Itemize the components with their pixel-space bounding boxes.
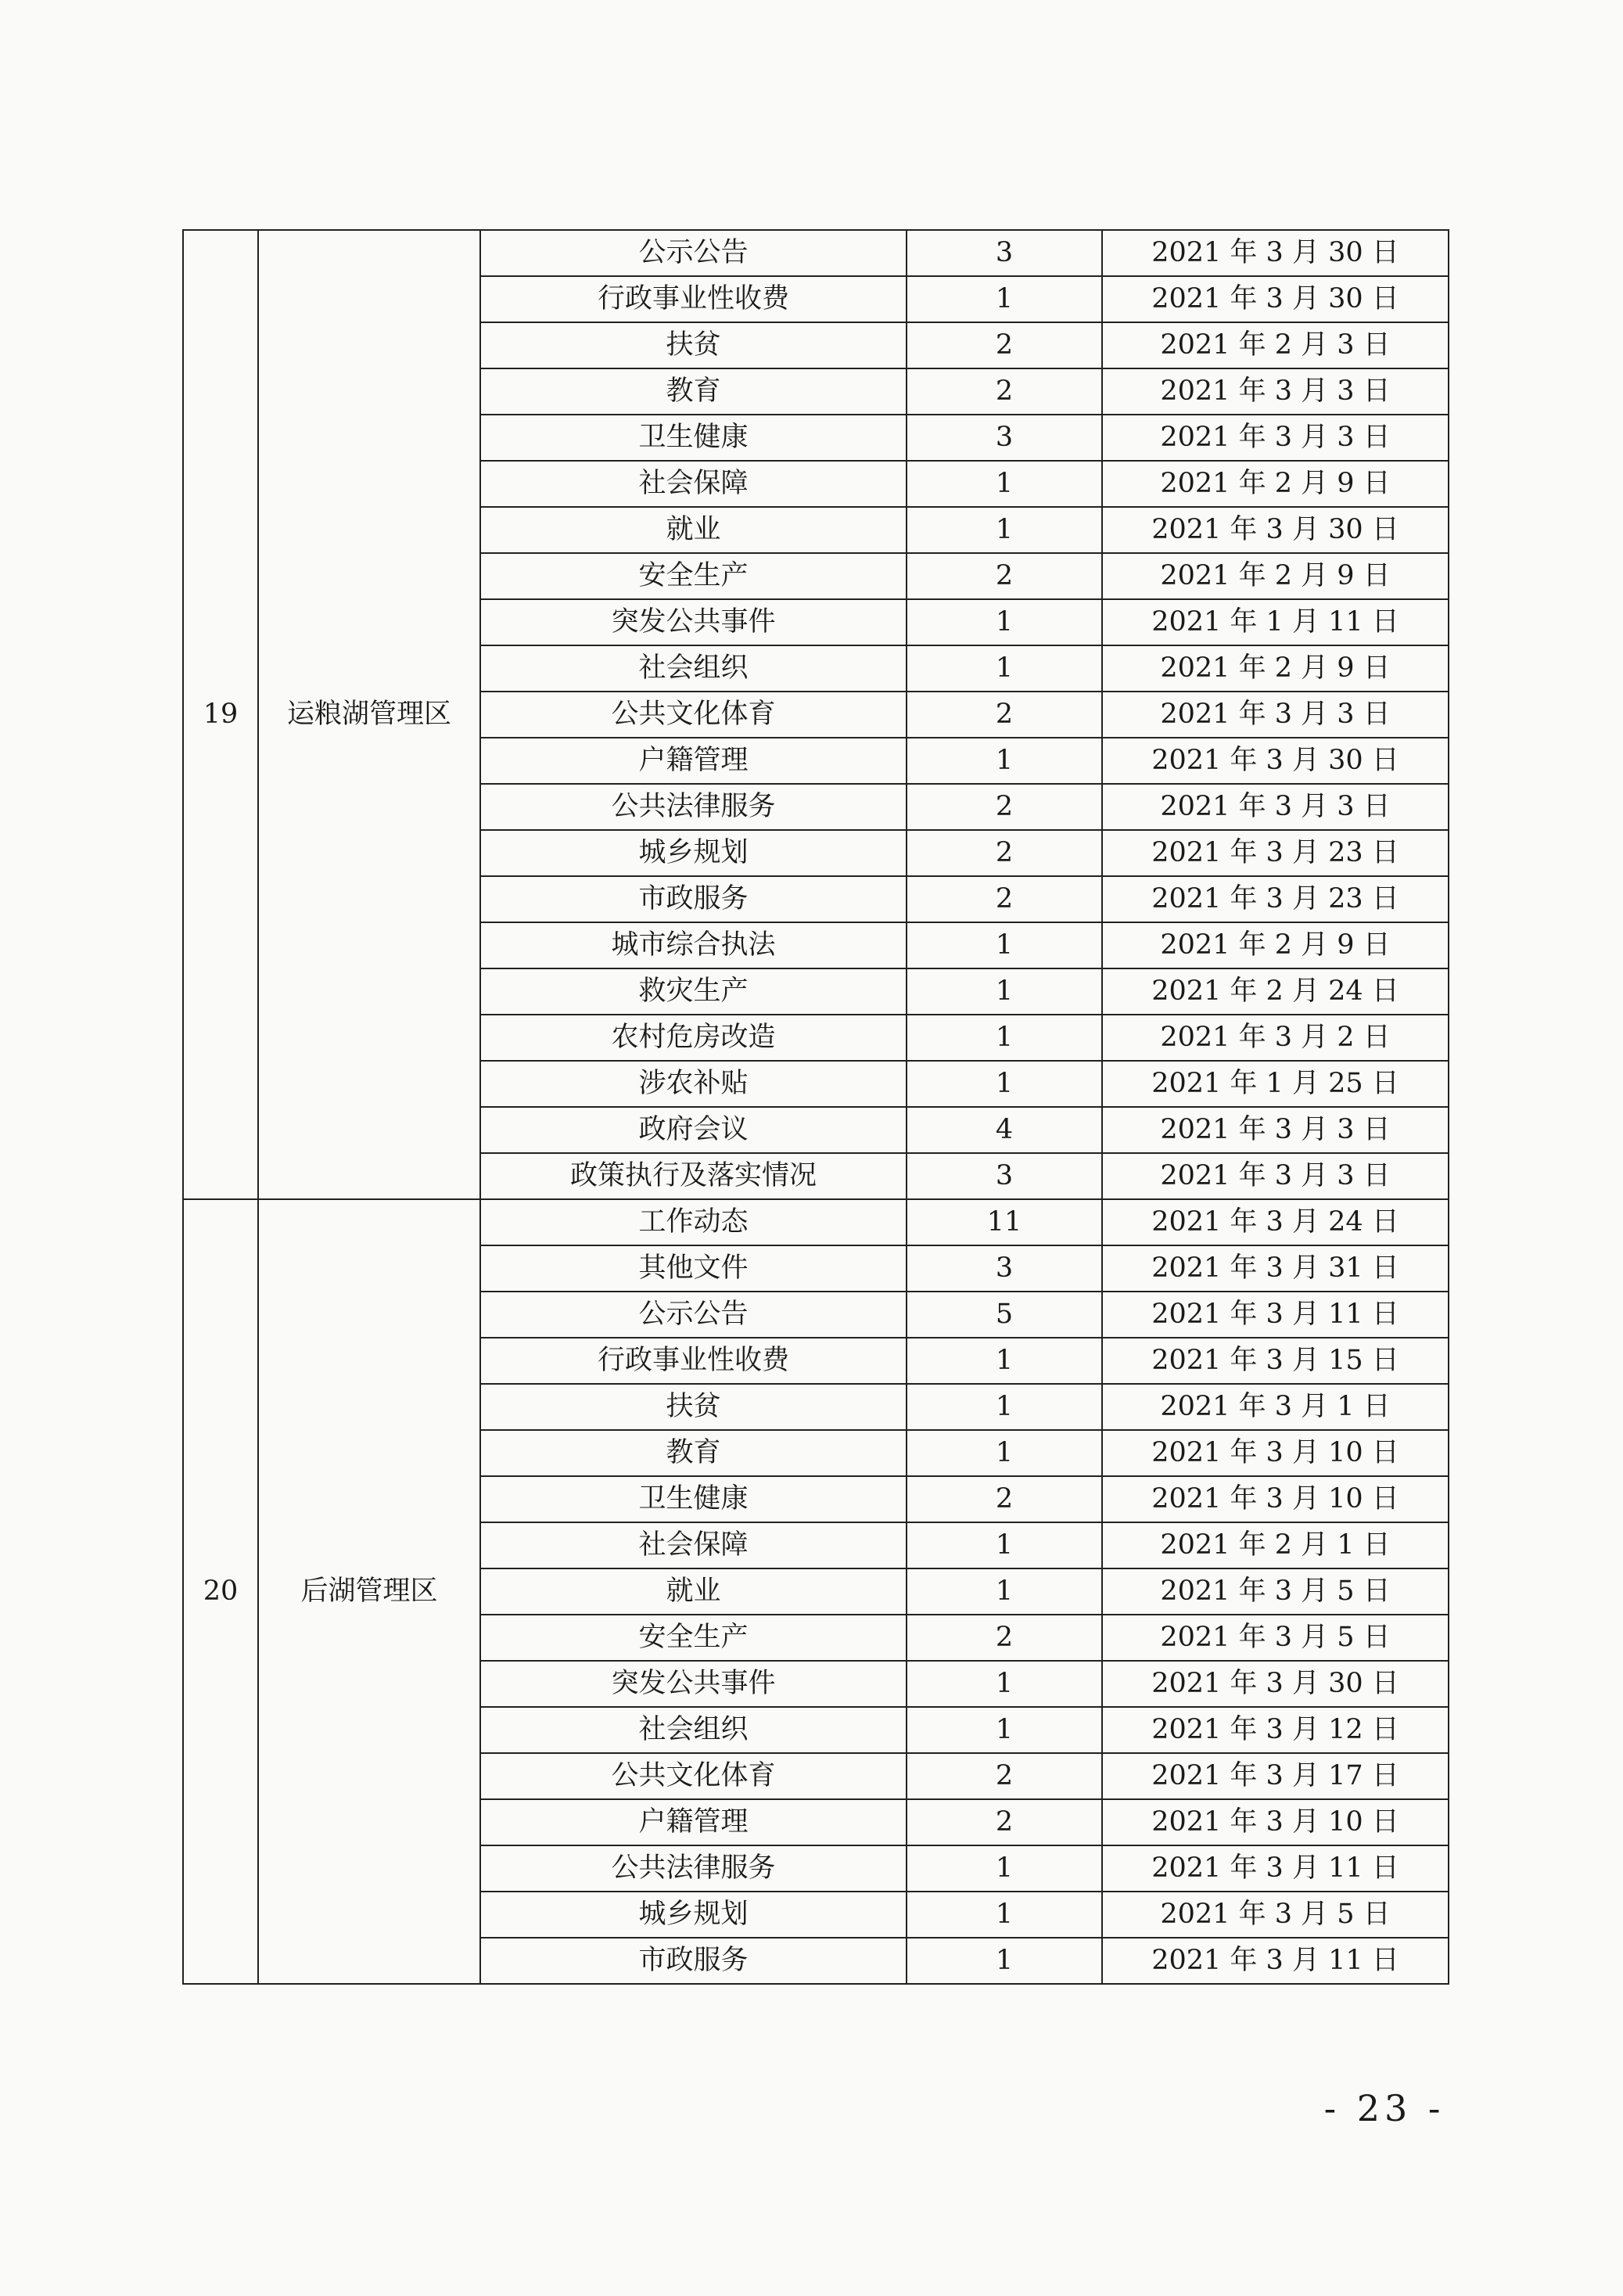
- date-cell: 2021 年 3 月 23 日: [1102, 830, 1449, 876]
- date-cell: 2021 年 3 月 10 日: [1102, 1799, 1449, 1845]
- count-cell: 1: [907, 1338, 1102, 1384]
- count-cell: 1: [907, 507, 1102, 553]
- table-row: [183, 1199, 1449, 1245]
- date-cell: 2021 年 1 月 11 日: [1102, 599, 1449, 645]
- category-cell: 公共法律服务: [480, 1845, 907, 1892]
- date-cell: 2021 年 3 月 3 日: [1102, 368, 1449, 415]
- table-row: [183, 230, 1449, 276]
- count-cell: 1: [907, 645, 1102, 692]
- count-cell: 2: [907, 1799, 1102, 1845]
- date-cell: 2021 年 2 月 9 日: [1102, 645, 1449, 692]
- count-cell: 2: [907, 784, 1102, 830]
- count-cell: 2: [907, 1615, 1102, 1661]
- category-cell: 公共法律服务: [480, 784, 907, 830]
- category-cell: 公共文化体育: [480, 1753, 907, 1799]
- disclosure-table: [182, 229, 1449, 1985]
- date-cell: 2021 年 3 月 24 日: [1102, 1199, 1449, 1245]
- count-cell: 4: [907, 1107, 1102, 1153]
- count-cell: 2: [907, 876, 1102, 922]
- date-cell: 2021 年 3 月 30 日: [1102, 738, 1449, 784]
- count-cell: 2: [907, 830, 1102, 876]
- count-cell: 2: [907, 1753, 1102, 1799]
- date-cell: 2021 年 3 月 11 日: [1102, 1938, 1449, 1984]
- count-cell: 3: [907, 415, 1102, 461]
- count-cell: 1: [907, 1892, 1102, 1938]
- category-cell: 救灾生产: [480, 968, 907, 1015]
- category-cell: 突发公共事件: [480, 599, 907, 645]
- date-cell: 2021 年 3 月 12 日: [1102, 1707, 1449, 1753]
- category-cell: 社会保障: [480, 1522, 907, 1568]
- count-cell: 2: [907, 1476, 1102, 1522]
- count-cell: 2: [907, 322, 1102, 368]
- count-cell: 1: [907, 922, 1102, 968]
- date-cell: 2021 年 3 月 30 日: [1102, 1661, 1449, 1707]
- category-cell: 行政事业性收费: [480, 276, 907, 322]
- count-cell: 2: [907, 553, 1102, 599]
- count-cell: 1: [907, 1845, 1102, 1892]
- date-cell: 2021 年 3 月 3 日: [1102, 784, 1449, 830]
- count-cell: 1: [907, 599, 1102, 645]
- category-cell: 城乡规划: [480, 830, 907, 876]
- date-cell: 2021 年 2 月 9 日: [1102, 553, 1449, 599]
- count-cell: 1: [907, 1568, 1102, 1615]
- count-cell: 1: [907, 1661, 1102, 1707]
- table-body: [183, 230, 1449, 1984]
- date-cell: 2021 年 3 月 10 日: [1102, 1430, 1449, 1476]
- unit-name-cell: 运粮湖管理区: [258, 230, 480, 1199]
- category-cell: 户籍管理: [480, 738, 907, 784]
- page-number: - 23 -: [1323, 2087, 1445, 2129]
- category-cell: 卫生健康: [480, 415, 907, 461]
- category-cell: 公共文化体育: [480, 692, 907, 738]
- category-cell: 社会组织: [480, 1707, 907, 1753]
- count-cell: 1: [907, 738, 1102, 784]
- count-cell: 11: [907, 1199, 1102, 1245]
- date-cell: 2021 年 1 月 25 日: [1102, 1061, 1449, 1107]
- category-cell: 就业: [480, 507, 907, 553]
- category-cell: 社会保障: [480, 461, 907, 507]
- count-cell: 1: [907, 276, 1102, 322]
- category-cell: 教育: [480, 368, 907, 415]
- count-cell: 3: [907, 1245, 1102, 1292]
- date-cell: 2021 年 3 月 17 日: [1102, 1753, 1449, 1799]
- date-cell: 2021 年 3 月 1 日: [1102, 1384, 1449, 1430]
- category-cell: 卫生健康: [480, 1476, 907, 1522]
- count-cell: 3: [907, 230, 1102, 276]
- count-cell: 2: [907, 368, 1102, 415]
- date-cell: 2021 年 3 月 15 日: [1102, 1338, 1449, 1384]
- date-cell: 2021 年 3 月 23 日: [1102, 876, 1449, 922]
- category-cell: 政策执行及落实情况: [480, 1153, 907, 1199]
- category-cell: 就业: [480, 1568, 907, 1615]
- unit-name-cell: 后湖管理区: [258, 1199, 480, 1984]
- date-cell: 2021 年 3 月 3 日: [1102, 692, 1449, 738]
- serial-number-cell: 19: [183, 230, 258, 1199]
- date-cell: 2021 年 2 月 24 日: [1102, 968, 1449, 1015]
- date-cell: 2021 年 3 月 5 日: [1102, 1615, 1449, 1661]
- category-cell: 安全生产: [480, 553, 907, 599]
- category-cell: 涉农补贴: [480, 1061, 907, 1107]
- count-cell: 1: [907, 461, 1102, 507]
- category-cell: 市政服务: [480, 1938, 907, 1984]
- date-cell: 2021 年 2 月 1 日: [1102, 1522, 1449, 1568]
- date-cell: 2021 年 3 月 3 日: [1102, 415, 1449, 461]
- date-cell: 2021 年 2 月 9 日: [1102, 922, 1449, 968]
- count-cell: 1: [907, 968, 1102, 1015]
- date-cell: 2021 年 2 月 3 日: [1102, 322, 1449, 368]
- count-cell: 1: [907, 1384, 1102, 1430]
- date-cell: 2021 年 3 月 3 日: [1102, 1107, 1449, 1153]
- category-cell: 市政服务: [480, 876, 907, 922]
- category-cell: 农村危房改造: [480, 1015, 907, 1061]
- category-cell: 城市综合执法: [480, 922, 907, 968]
- date-cell: 2021 年 3 月 2 日: [1102, 1015, 1449, 1061]
- date-cell: 2021 年 3 月 30 日: [1102, 230, 1449, 276]
- date-cell: 2021 年 3 月 30 日: [1102, 276, 1449, 322]
- category-cell: 社会组织: [480, 645, 907, 692]
- category-cell: 政府会议: [480, 1107, 907, 1153]
- category-cell: 安全生产: [480, 1615, 907, 1661]
- category-cell: 其他文件: [480, 1245, 907, 1292]
- count-cell: 1: [907, 1522, 1102, 1568]
- date-cell: 2021 年 3 月 11 日: [1102, 1845, 1449, 1892]
- date-cell: 2021 年 3 月 3 日: [1102, 1153, 1449, 1199]
- count-cell: 1: [907, 1015, 1102, 1061]
- date-cell: 2021 年 2 月 9 日: [1102, 461, 1449, 507]
- serial-number-cell: 20: [183, 1199, 258, 1984]
- category-cell: 扶贫: [480, 322, 907, 368]
- date-cell: 2021 年 3 月 30 日: [1102, 507, 1449, 553]
- category-cell: 公示公告: [480, 230, 907, 276]
- date-cell: 2021 年 3 月 11 日: [1102, 1292, 1449, 1338]
- count-cell: 1: [907, 1430, 1102, 1476]
- count-cell: 1: [907, 1707, 1102, 1753]
- category-cell: 行政事业性收费: [480, 1338, 907, 1384]
- count-cell: 1: [907, 1938, 1102, 1984]
- date-cell: 2021 年 3 月 5 日: [1102, 1892, 1449, 1938]
- date-cell: 2021 年 3 月 31 日: [1102, 1245, 1449, 1292]
- category-cell: 城乡规划: [480, 1892, 907, 1938]
- date-cell: 2021 年 3 月 10 日: [1102, 1476, 1449, 1522]
- category-cell: 户籍管理: [480, 1799, 907, 1845]
- count-cell: 1: [907, 1061, 1102, 1107]
- date-cell: 2021 年 3 月 5 日: [1102, 1568, 1449, 1615]
- category-cell: 教育: [480, 1430, 907, 1476]
- count-cell: 3: [907, 1153, 1102, 1199]
- count-cell: 5: [907, 1292, 1102, 1338]
- category-cell: 工作动态: [480, 1199, 907, 1245]
- count-cell: 2: [907, 692, 1102, 738]
- category-cell: 突发公共事件: [480, 1661, 907, 1707]
- category-cell: 公示公告: [480, 1292, 907, 1338]
- category-cell: 扶贫: [480, 1384, 907, 1430]
